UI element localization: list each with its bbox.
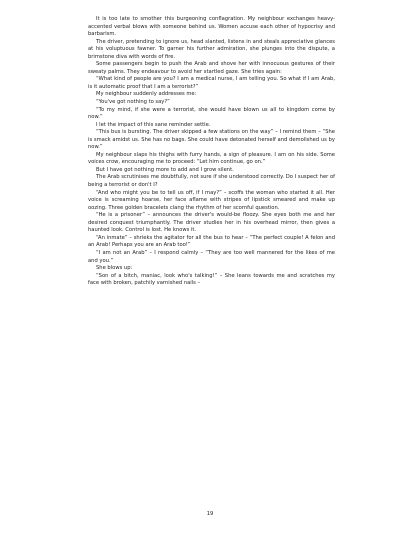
paragraph: “To my mind, if she were a terrorist, she would have blown us all to kingdom come by now.”	[88, 106, 335, 121]
page-text	[88, 16, 335, 288]
paragraph: “An inmate” – shrieks the agitator for all the bus to hear – “The perfect couple! A felon and an Arab! Perhaps you are an Arab too!”	[88, 234, 335, 249]
paragraph: My neighbour suddenly addresses me:	[96, 91, 197, 98]
paragraph: “And who might you be to tell us off, if I may?” – scoffs the woman who started it all. Her voice is screaming hoarse, her face aflame with stripes of lipstick smeared and make up oozing. Three golden bracelets clang the rhythm of her scornful question.	[88, 189, 335, 211]
paragraph: The Arab scrutinises me doubtfully, not sure if she understood correctly. Do I suspect her of being a terrorist or don't I?	[88, 174, 335, 189]
paragraph: “What kind of people are you? I am a medical nurse, I am telling you. So what if I am Arab, is it automatic proof that I am a terrorist?”	[88, 76, 335, 90]
paragraph: But I have got nothing more to add and I grow silent.	[96, 166, 234, 173]
paragraph: “He is a prisoner” – announces the driver's would-be floozy. She eyes both me and her desired conquest triumphantly. The driver studies her in his overhead mirror, then gives a haunted look. Control is lost. He knows it.	[88, 212, 335, 234]
paragraph: I let the impact of this sane reminder settle.	[96, 121, 211, 128]
paragraph: “You've got nothing to say?”	[96, 99, 170, 106]
paragraph: She blows up:	[96, 265, 133, 272]
paragraph: It is too late to smother this burgeoning conflagration. My neighbour exchanges heavy-accented verbal blows with someone behind us. Women accuse each other of hypocrisy and barbarism.	[88, 16, 335, 38]
paragraph: Some passengers begin to push the Arab and shove her with innocuous gestures of their sweaty palms. They endeavour to avoid her startled gaze. She tries again:	[88, 61, 335, 75]
paragraph: “Son of a bitch, maniac, look who's talking!” – She leans towards me and scratches my face with broken, patchily varnished nails –	[88, 272, 335, 287]
paragraph: The driver, pretending to ignore us, head slanted, listens in and steals appreciative glances at his voluptuous fawner. To garner his further admiration, she plunges into the dispute, a brimstone diva with words of fire.	[88, 38, 335, 60]
page-number: 19	[206, 511, 214, 517]
paragraph: “This bus is bursting. The driver skipped a few stations on the way” – I remind them – “She is smack amidst us. She has no bags. She could have detonated herself and demolished us by now.”	[88, 129, 335, 151]
paragraph: My neighbour slaps his thighs with furry hands, a sign of pleasure. I am on his side. Some voices crow, encouraging me to proceed: “Let him continue, go on.”	[88, 151, 335, 166]
paragraph: “I am not an Arab” – I respond calmly – “They are too well mannered for the likes of me and you.”	[88, 249, 335, 264]
